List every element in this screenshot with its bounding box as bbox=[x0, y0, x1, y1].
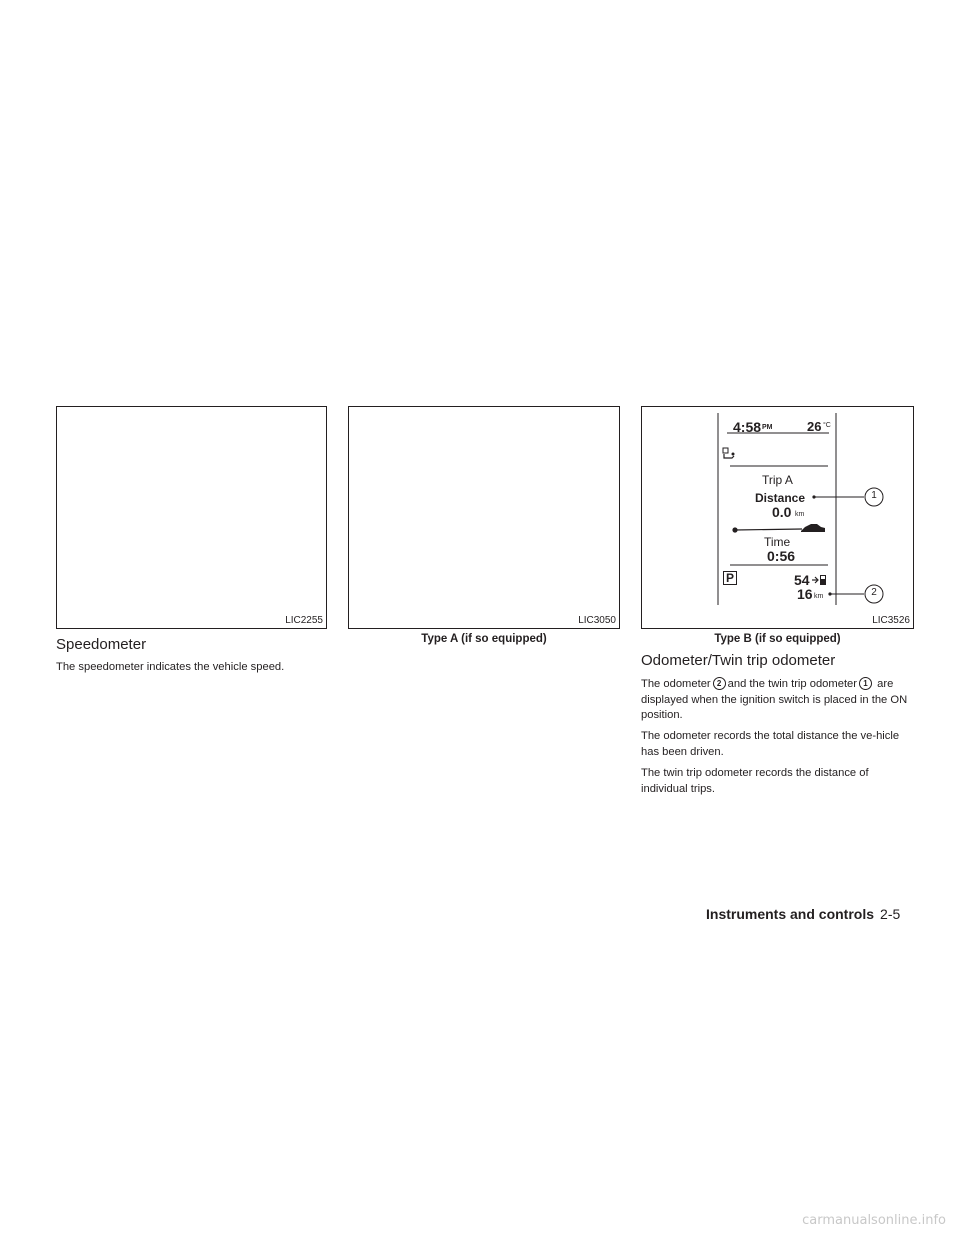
distance-value: 0.0 bbox=[772, 504, 792, 520]
speedometer-text: The speedometer indicates the vehicle speed. bbox=[56, 661, 285, 673]
temperature: 26 bbox=[807, 419, 822, 434]
figure-code: LIC2255 bbox=[285, 615, 323, 626]
figure-caption-type-a: Type A (if so equipped) bbox=[421, 633, 547, 645]
footer-page-number: 2-5 bbox=[880, 906, 901, 922]
odometer-paragraph-2: The odometer records the total distance the ve-hicle has been driven. bbox=[641, 730, 900, 758]
odometer-unit: km bbox=[814, 593, 824, 600]
time-label: Time bbox=[764, 535, 791, 549]
gear-indicator bbox=[723, 571, 737, 585]
page-footer bbox=[706, 906, 900, 922]
car-icon bbox=[800, 523, 826, 535]
figure-lic2255 bbox=[56, 406, 327, 629]
odometer-paragraph-3: The twin trip odometer records the distance of individual trips. bbox=[641, 767, 869, 795]
gear-letter: P bbox=[725, 571, 734, 585]
ref-2-icon: 2 bbox=[713, 677, 726, 690]
figure-caption-type-b: Type B (if so equipped) bbox=[714, 633, 841, 645]
callout-1-number: 1 bbox=[871, 490, 877, 501]
odometer-paragraph-1: The odometer 2 and the twin trip odometer 1 are displayed when the ignition switch is placed in the ON position. bbox=[641, 678, 908, 721]
clock-suffix: PM bbox=[762, 424, 773, 431]
seatbelt-icon bbox=[722, 447, 736, 459]
distance-label: Distance bbox=[755, 491, 806, 505]
speedometer-heading: Speedometer bbox=[56, 636, 147, 653]
figure-lic3050 bbox=[348, 406, 620, 629]
time-value: 0:56 bbox=[767, 548, 796, 564]
ref-1-icon: 1 bbox=[859, 677, 872, 690]
watermark: carmanualsonline.info bbox=[802, 1213, 946, 1228]
temperature-unit: °C bbox=[823, 422, 831, 429]
distance-unit: km bbox=[795, 511, 805, 518]
figure-code: LIC3050 bbox=[578, 615, 616, 626]
clock: 4:58 bbox=[733, 419, 762, 435]
odometer-value: 16 bbox=[797, 586, 813, 602]
odometer-heading: Odometer/Twin trip odometer bbox=[641, 652, 836, 669]
figure-code: LIC3526 bbox=[872, 615, 910, 626]
figure-lic3526 bbox=[641, 406, 914, 629]
callout-2-number: 2 bbox=[871, 587, 877, 598]
fuel-pump-icon bbox=[812, 574, 828, 586]
footer-section: Instruments and controls bbox=[706, 906, 875, 922]
trip-label: Trip A bbox=[762, 473, 793, 487]
fuel-range: 54 bbox=[794, 572, 810, 588]
